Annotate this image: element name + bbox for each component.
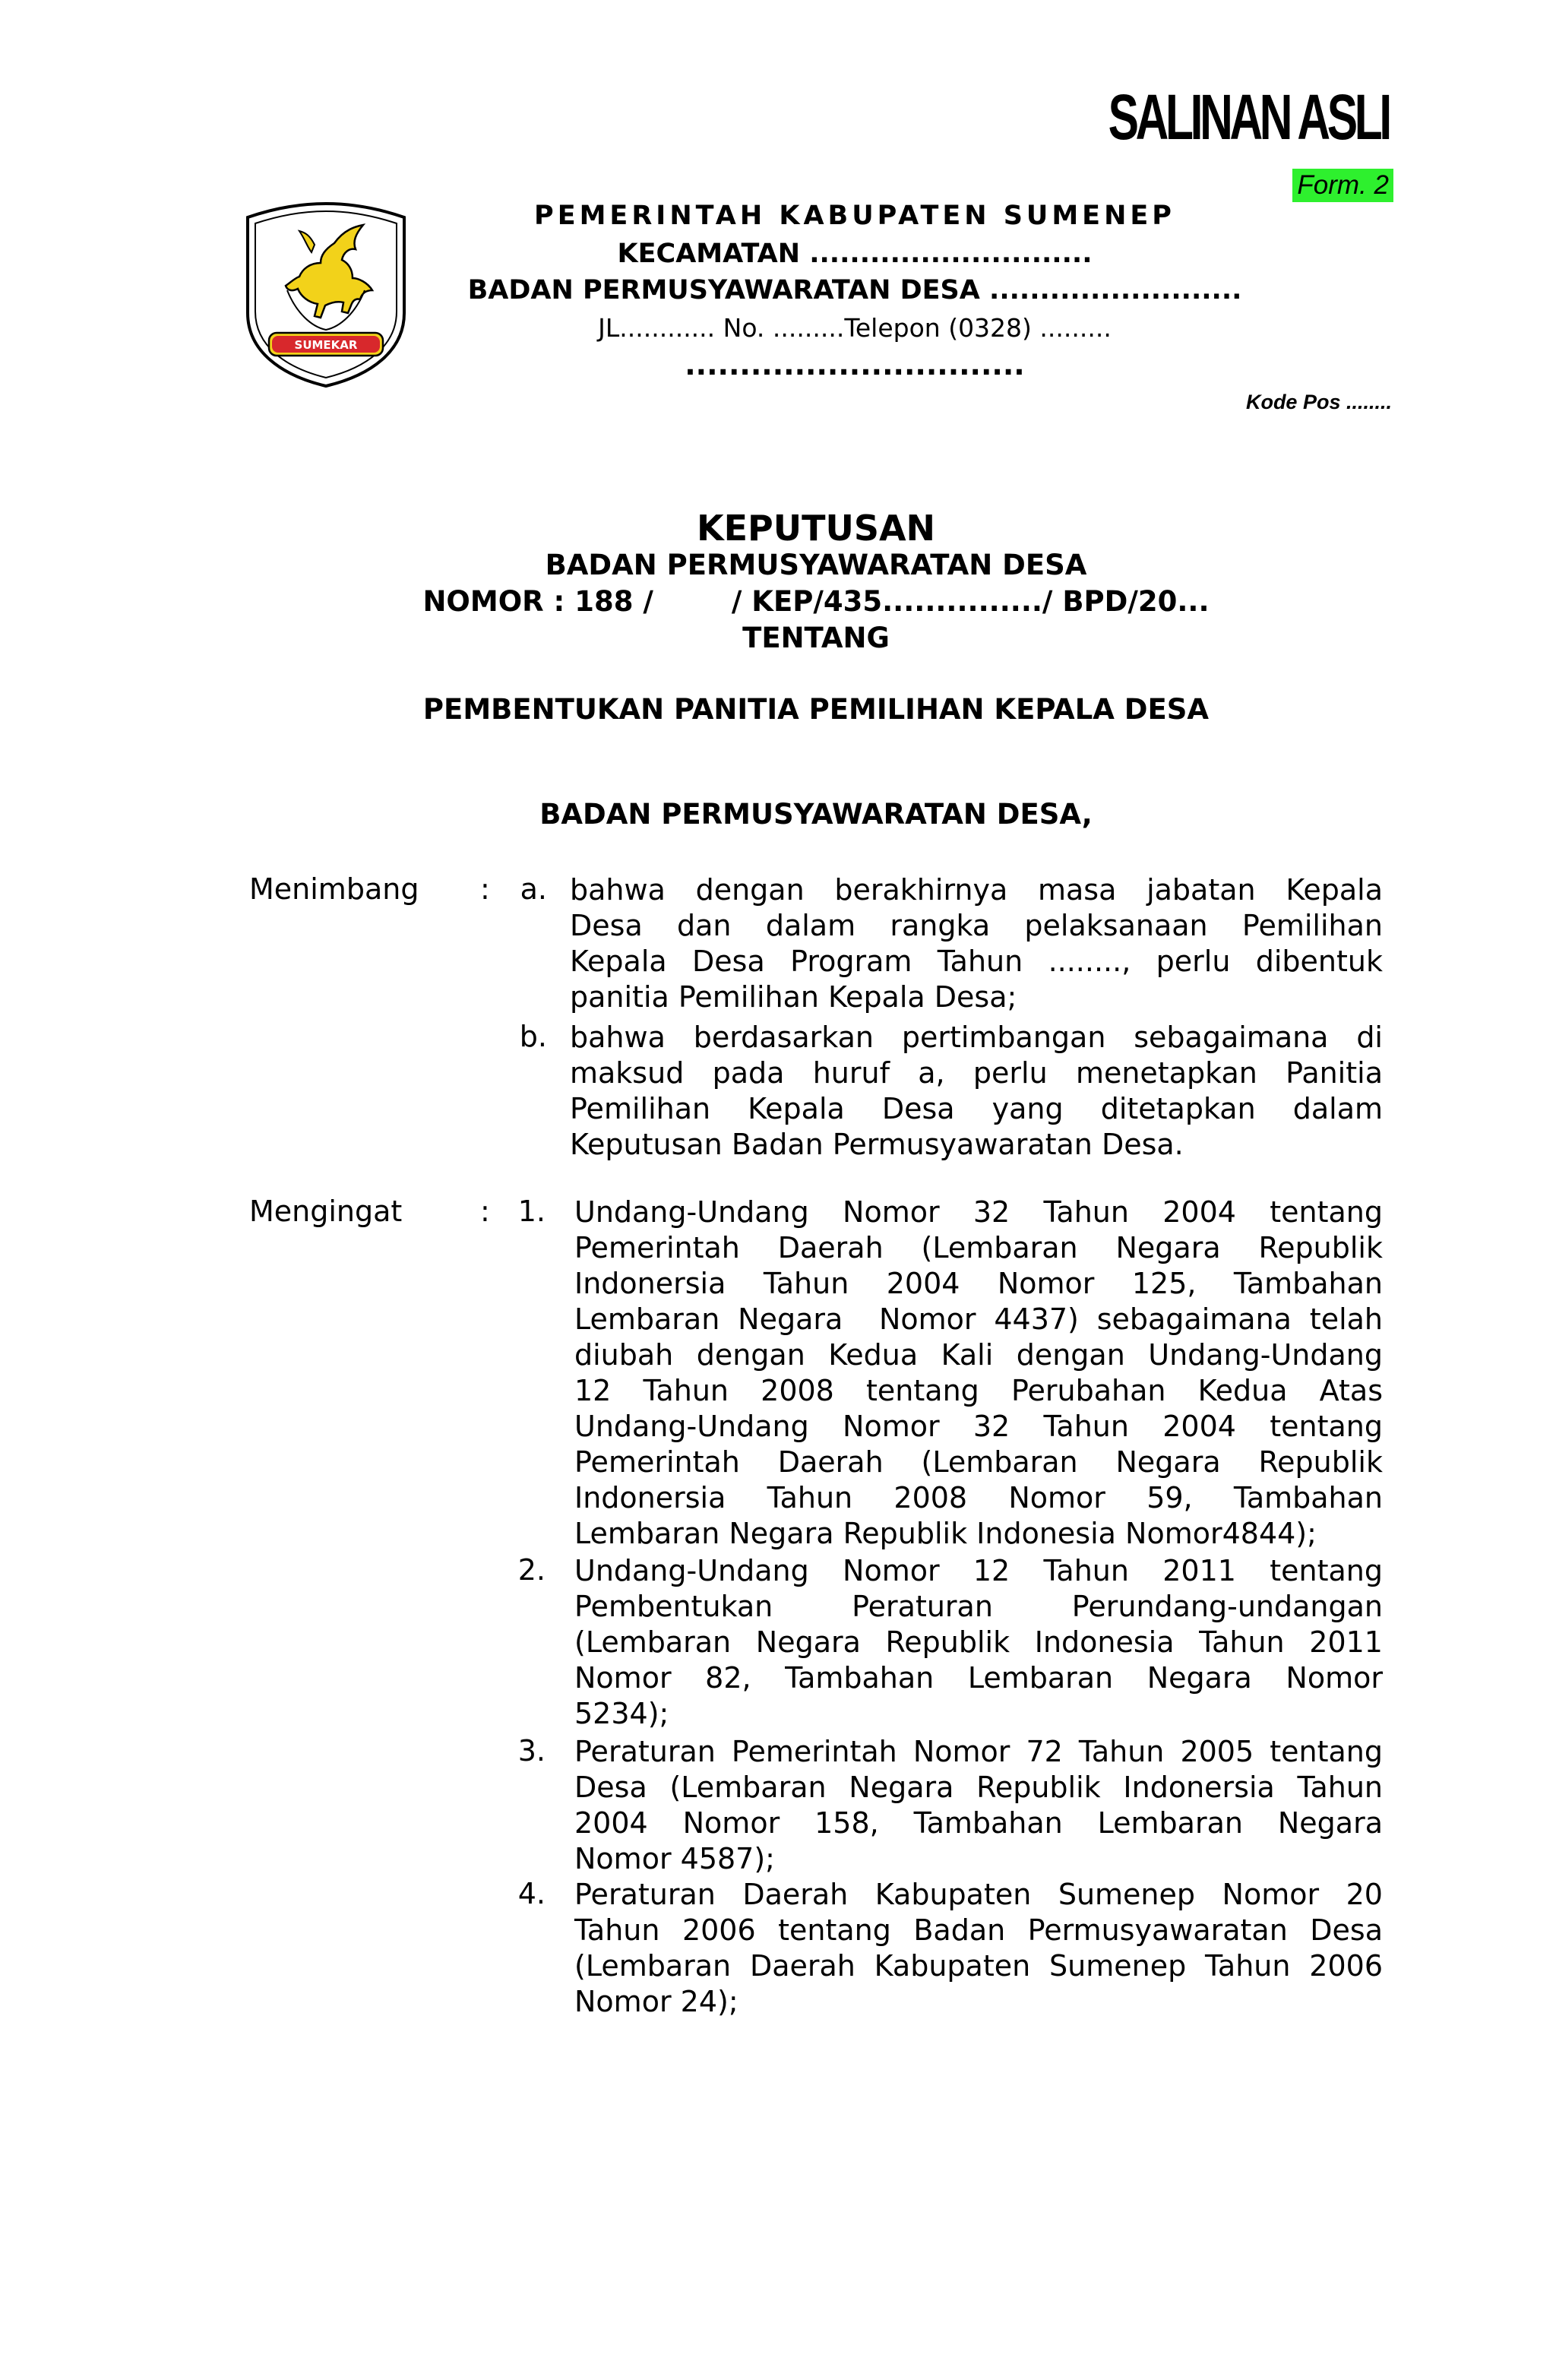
mengingat-marker-3: 3. <box>517 1734 546 1768</box>
emblem-banner-text: SUMEKAR <box>294 338 358 352</box>
mengingat-colon: : <box>480 1195 490 1228</box>
postal-code: Kode Pos ........ <box>1245 391 1392 413</box>
header-dots: ............................... <box>685 348 1025 381</box>
text-line: Tahun 2006 tentang Badan Permusyawaratan Desa <box>574 1913 1383 1947</box>
menimbang-item-b <box>570 1020 1383 1163</box>
text-line: Pemilihan Kepala Desa yang ditetapkan dalam <box>570 1092 1383 1125</box>
body-heading: BADAN PERMUSYAWARATAN DESA, <box>539 798 1093 831</box>
text-line: Pemerintah Daerah (Lembaran Negara Republik <box>574 1445 1383 1479</box>
text-line: Nomor 24); <box>574 1985 738 2018</box>
salinan-asli-stamp: SALINAN ASLI <box>1108 81 1389 153</box>
text-line: bahwa berdasarkan pertimbangan sebagaimana di <box>570 1021 1383 1054</box>
text-line: Keputusan Badan Permusyawaratan Desa. <box>570 1128 1184 1161</box>
text-line: 12 Tahun 2008 tentang Perubahan Kedua Atas <box>574 1374 1383 1407</box>
sumenep-emblem-icon <box>242 199 410 389</box>
text-line: Desa dan dalam rangka pelaksanaan Pemilihan <box>570 909 1383 942</box>
text-line: (Lembaran Negara Republik Indonesia Tahun 2011 <box>574 1625 1383 1659</box>
text-line: Peraturan Pemerintah Nomor 72 Tahun 2005 tentang <box>574 1735 1383 1768</box>
form-number-tag: Form. 2 <box>1292 169 1393 202</box>
menimbang-item-a <box>570 872 1383 1015</box>
text-line: Indonersia Tahun 2008 Nomor 59, Tambahan <box>574 1481 1383 1514</box>
menimbang-marker-a: a. <box>520 872 547 906</box>
document-title: KEPUTUSAN <box>696 508 936 549</box>
decree-number: NOMOR : 188 / / KEP/435.............../ BPD/20... <box>422 585 1210 618</box>
decree-subject: PEMBENTUKAN PANITIA PEMILIHAN KEPALA DESA <box>422 693 1210 726</box>
mengingat-marker-1: 1. <box>517 1195 546 1228</box>
text-line: Indonersia Tahun 2004 Nomor 125, Tambahan <box>574 1267 1383 1300</box>
text-line: Peraturan Daerah Kabupaten Sumenep Nomor 20 <box>574 1878 1383 1911</box>
text-line: Nomor 4587); <box>574 1842 775 1875</box>
header-bpd: BADAN PERMUSYAWARATAN DESA ......................... <box>467 275 1242 305</box>
text-line: Pembentukan Peraturan Perundang-undangan <box>574 1590 1383 1623</box>
text-line: Kepala Desa Program Tahun ........, perlu dibentuk <box>570 945 1383 978</box>
text-line: Undang-Undang Nomor 32 Tahun 2004 tentang <box>574 1410 1383 1443</box>
text-line: Desa (Lembaran Negara Republik Indonersia Tahun <box>574 1771 1383 1804</box>
text-line: bahwa dengan berakhirnya masa jabatan Kepala <box>570 873 1383 907</box>
text-line: diubah dengan Kedua Kali dengan Undang-Undang <box>574 1338 1383 1372</box>
text-line: Undang-Undang Nomor 12 Tahun 2011 tentang <box>574 1554 1383 1587</box>
mengingat-item-4 <box>574 1877 1383 2020</box>
mengingat-item-1 <box>574 1195 1383 1552</box>
text-line: Undang-Undang Nomor 32 Tahun 2004 tentang <box>574 1195 1383 1229</box>
text-line: Lembaran Negara Republik Indonesia Nomor4844); <box>574 1517 1317 1550</box>
text-line: Lembaran Negara Nomor 4437) sebagaimana telah <box>574 1302 1383 1336</box>
text-line: Nomor 82, Tambahan Lembaran Negara Nomor <box>574 1661 1383 1695</box>
issuing-body: BADAN PERMUSYAWARATAN DESA <box>545 549 1087 581</box>
text-line: 2004 Nomor 158, Tambahan Lembaran Negara <box>574 1806 1383 1840</box>
header-kecamatan: KECAMATAN ............................ <box>617 239 1093 269</box>
mengingat-item-2 <box>574 1553 1383 1732</box>
mengingat-marker-2: 2. <box>517 1553 546 1587</box>
header-government: PEMERINTAH KABUPATEN SUMENEP <box>534 201 1175 231</box>
text-line: Pemerintah Daerah (Lembaran Negara Republik <box>574 1231 1383 1264</box>
text-line: maksud pada huruf a, perlu menetapkan Panitia <box>570 1056 1383 1090</box>
menimbang-label: Menimbang <box>249 872 419 906</box>
text-line: (Lembaran Daerah Kabupaten Sumenep Tahun 2006 <box>574 1949 1383 1983</box>
mengingat-item-3 <box>574 1734 1383 1877</box>
menimbang-colon: : <box>480 872 490 906</box>
menimbang-marker-b: b. <box>519 1020 547 1053</box>
mengingat-label: Mengingat <box>249 1195 403 1228</box>
tentang-label: TENTANG <box>742 622 890 654</box>
text-line: 5234); <box>574 1697 669 1730</box>
header-address: JL............ No. .........Telepon (0328) ......... <box>598 313 1112 343</box>
text-line: panitia Pemilihan Kepala Desa; <box>570 980 1017 1014</box>
mengingat-marker-4: 4. <box>517 1877 546 1910</box>
